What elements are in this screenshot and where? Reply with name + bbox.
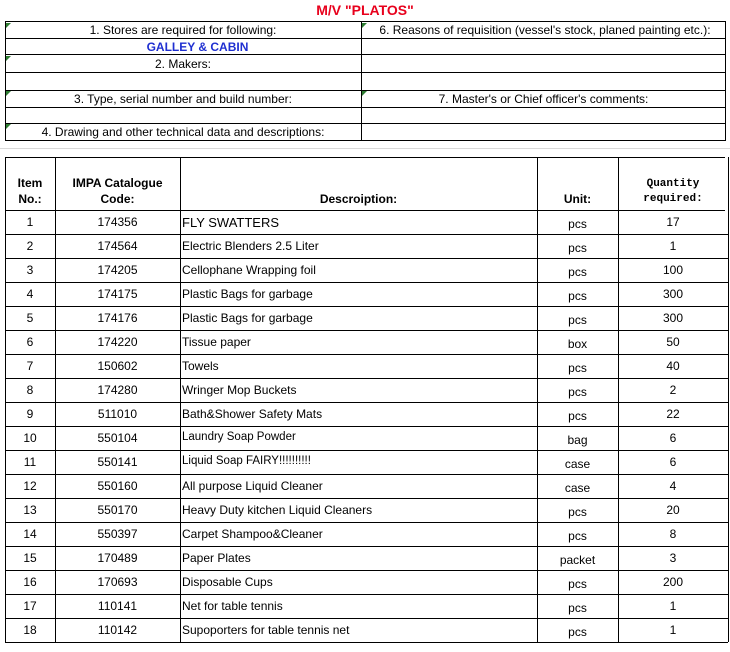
- impa-code-cell: 150602: [97, 359, 138, 373]
- col-header-impa-line1: IMPA Catalogue: [72, 176, 163, 190]
- item-number-cell: 16: [23, 575, 37, 589]
- stores-value: GALLEY & CABIN: [146, 40, 249, 54]
- divider: [5, 21, 725, 22]
- item-number-cell: 2: [26, 239, 34, 253]
- description-cell: Carpet Shampoo&Cleaner: [182, 527, 323, 541]
- col-header-quantity: [618, 177, 728, 207]
- item-number-cell: 15: [23, 551, 37, 565]
- quantity-cell: 300: [662, 311, 684, 325]
- unit-cell: pcs: [568, 385, 587, 399]
- unit-cell: pcs: [568, 577, 587, 591]
- quantity-cell: 3: [669, 551, 677, 565]
- row-divider: [5, 402, 728, 403]
- description-cell: Wringer Mop Buckets: [182, 383, 297, 397]
- description-cell: Bath&Shower Safety Mats: [182, 407, 323, 421]
- row-divider: [5, 594, 728, 595]
- row-divider: [5, 450, 728, 451]
- divider: [5, 72, 725, 73]
- row-divider: [5, 330, 728, 331]
- impa-code-cell: 550397: [97, 527, 138, 541]
- impa-code-cell: 110142: [97, 623, 138, 637]
- row-divider: [5, 282, 728, 283]
- item-number-cell: 11: [23, 455, 37, 469]
- unit-cell: bag: [567, 433, 588, 447]
- description-cell: Laundry Soap Powder: [182, 431, 296, 443]
- quantity-cell: 8: [669, 527, 677, 541]
- description-cell: Liquid Soap FAIRY!!!!!!!!!!: [182, 455, 311, 467]
- unit-cell: pcs: [568, 217, 587, 231]
- quantity-cell: 22: [666, 407, 680, 421]
- drawing-label: 4. Drawing and other technical data and descriptions:: [41, 125, 325, 139]
- divider: [5, 38, 725, 39]
- impa-code-cell: 110141: [97, 599, 138, 613]
- col-header-impa: [55, 175, 180, 207]
- divider: [0, 148, 730, 149]
- description-cell: Plastic Bags for garbage: [182, 287, 313, 301]
- quantity-cell: 50: [666, 335, 680, 349]
- col-header-quantity-line2: required:: [643, 193, 703, 205]
- unit-cell: pcs: [568, 289, 587, 303]
- item-number-cell: 3: [26, 263, 34, 277]
- stores-label: 1. Stores are required for following:: [89, 23, 277, 37]
- item-number-cell: 1: [26, 215, 34, 229]
- row-divider: [5, 474, 728, 475]
- description-cell: Supoporters for table tennis net: [182, 623, 350, 637]
- impa-code-cell: 174220: [97, 335, 138, 349]
- comments-label: 7. Master's or Chief officer's comments:: [438, 92, 649, 106]
- col-header-description: Descroiption:: [319, 192, 398, 206]
- row-divider: [5, 306, 728, 307]
- col-header-item: [5, 175, 55, 207]
- impa-code-cell: 174176: [97, 311, 138, 325]
- quantity-cell: 6: [669, 455, 677, 469]
- quantity-cell: 2: [669, 383, 677, 397]
- col-header-impa-line2: Code:: [100, 192, 135, 206]
- quantity-cell: 40: [666, 359, 680, 373]
- quantity-cell: 200: [662, 575, 684, 589]
- quantity-cell: 4: [669, 479, 677, 493]
- item-number-cell: 14: [23, 527, 37, 541]
- row-divider: [5, 354, 728, 355]
- quantity-cell: 1: [669, 623, 677, 637]
- divider: [5, 54, 725, 55]
- vessel-title: M/V "PLATOS": [316, 2, 414, 18]
- description-cell: Heavy Duty kitchen Liquid Cleaners: [182, 503, 373, 517]
- item-number-cell: 6: [26, 335, 34, 349]
- unit-cell: pcs: [568, 505, 587, 519]
- item-number-cell: 12: [23, 479, 37, 493]
- impa-code-cell: 550160: [97, 479, 138, 493]
- row-divider: [5, 546, 728, 547]
- description-cell: Paper Plates: [182, 551, 251, 565]
- description-cell: Cellophane Wrapping foil: [182, 263, 316, 277]
- item-number-cell: 10: [23, 431, 37, 445]
- reasons-label: 6. Reasons of requisition (vessel's stock, planed painting etc.):: [379, 23, 711, 37]
- unit-cell: pcs: [568, 601, 587, 615]
- row-divider: [5, 426, 728, 427]
- description-cell: Plastic Bags for garbage: [182, 311, 313, 325]
- description-cell: Disposable Cups: [182, 575, 273, 589]
- item-number-cell: 18: [23, 623, 37, 637]
- row-divider: [5, 378, 728, 379]
- divider: [725, 21, 726, 141]
- unit-cell: pcs: [568, 361, 587, 375]
- row-divider: [5, 618, 728, 619]
- item-number-cell: 5: [26, 311, 34, 325]
- item-number-cell: 9: [26, 407, 34, 421]
- column-divider: [728, 157, 729, 642]
- row-divider: [5, 234, 728, 235]
- description-cell: Net for table tennis: [182, 599, 283, 613]
- quantity-cell: 20: [666, 503, 680, 517]
- unit-cell: pcs: [568, 241, 587, 255]
- divider: [5, 157, 725, 158]
- divider: [5, 123, 725, 124]
- quantity-cell: 6: [669, 431, 677, 445]
- unit-cell: pcs: [568, 313, 587, 327]
- impa-code-cell: 170489: [97, 551, 138, 565]
- description-cell: All purpose Liquid Cleaner: [182, 479, 323, 493]
- unit-cell: pcs: [568, 265, 587, 279]
- col-header-unit: Unit:: [563, 192, 592, 206]
- divider: [5, 107, 725, 108]
- unit-cell: pcs: [568, 625, 587, 639]
- row-divider: [5, 642, 728, 643]
- unit-cell: pcs: [568, 529, 587, 543]
- quantity-cell: 300: [662, 287, 684, 301]
- unit-cell: box: [567, 337, 588, 351]
- row-divider: [5, 522, 728, 523]
- col-header-quantity-line1: Quantity: [646, 178, 700, 190]
- quantity-cell: 17: [666, 215, 680, 229]
- description-cell: Electric Blenders 2.5 Liter: [182, 239, 319, 253]
- description-cell: Tissue paper: [182, 335, 251, 349]
- type-label: 3. Type, serial number and build number:: [74, 92, 292, 106]
- divider: [5, 140, 725, 141]
- description-cell: FLY SWATTERS: [182, 215, 280, 230]
- col-header-item-line1: Item: [17, 176, 43, 190]
- row-divider: [5, 570, 728, 571]
- impa-code-cell: 174175: [97, 287, 138, 301]
- makers-label: 2. Makers:: [154, 57, 211, 71]
- impa-code-cell: 174280: [97, 383, 138, 397]
- divider: [361, 21, 362, 141]
- impa-code-cell: 174564: [97, 239, 138, 253]
- row-divider: [5, 258, 728, 259]
- col-header-item-line2: No.:: [18, 192, 42, 206]
- unit-cell: pcs: [568, 409, 587, 423]
- item-number-cell: 13: [23, 503, 37, 517]
- item-number-cell: 8: [26, 383, 34, 397]
- item-number-cell: 7: [26, 359, 34, 373]
- impa-code-cell: 511010: [97, 407, 138, 421]
- quantity-cell: 1: [669, 599, 677, 613]
- description-cell: Towels: [182, 359, 219, 373]
- quantity-cell: 1: [669, 239, 677, 253]
- row-divider: [5, 498, 728, 499]
- impa-code-cell: 550104: [97, 431, 138, 445]
- unit-cell: case: [564, 457, 591, 471]
- impa-code-cell: 550170: [97, 503, 138, 517]
- impa-code-cell: 174205: [97, 263, 138, 277]
- unit-cell: case: [564, 481, 591, 495]
- item-number-cell: 17: [23, 599, 37, 613]
- item-number-cell: 4: [26, 287, 34, 301]
- quantity-cell: 100: [662, 263, 684, 277]
- divider: [5, 21, 6, 141]
- impa-code-cell: 170693: [97, 575, 138, 589]
- impa-code-cell: 550141: [97, 455, 138, 469]
- unit-cell: packet: [559, 553, 596, 567]
- impa-code-cell: 174356: [97, 215, 138, 229]
- divider: [5, 210, 725, 211]
